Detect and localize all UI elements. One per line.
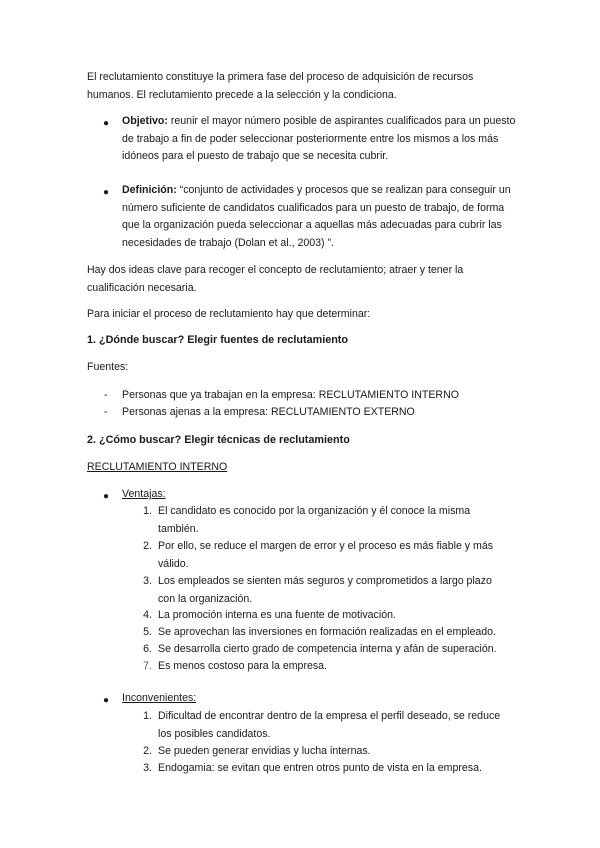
list-number: 6. [143, 643, 152, 655]
ventajas-label: Ventajas: [122, 488, 166, 500]
fuentes-label: Fuentes: [87, 361, 129, 373]
ventaja-item: Es menos costoso para la empresa. [158, 660, 327, 672]
ventaja-item: Los empleados se sienten más seguros y comprometidos a largo plazo con la organización. [158, 575, 492, 605]
definicion-item [122, 182, 518, 252]
list-number: 1. [143, 505, 152, 517]
bullet-dot: ● [103, 118, 110, 129]
heading-tecnicas: 2. ¿Cómo buscar? Elegir técnicas de reclutamiento [87, 434, 350, 446]
list-number: 3. [143, 762, 152, 774]
inconveniente-item: Dificultad de encontrar dentro de la empresa el perfil deseado, se reduce los posibles candidatos. [158, 710, 501, 740]
definicion-label: Definición: [122, 184, 177, 196]
determine-paragraph: Para iniciar el proceso de reclutamiento hay que determinar: [87, 308, 371, 320]
list-number: 7. [143, 660, 152, 672]
ventaja-item: Se aprovechan las inversiones en formación realizadas en el empleado. [158, 626, 497, 638]
objetivo-item [122, 113, 518, 166]
list-number: 2. [143, 745, 152, 757]
intro-paragraph: El reclutamiento constituye la primera fase del proceso de adquisición de recursos humanos. El reclutamiento precede a la selección y la condiciona. [87, 71, 474, 101]
dash-marker: - [104, 389, 108, 401]
inconveniente-item: Se pueden generar envidias y lucha internas. [158, 745, 371, 757]
bullet-dot: ● [103, 695, 110, 706]
list-number: 1. [143, 710, 152, 722]
inconvenientes-label: Inconvenientes: [122, 692, 197, 704]
ventaja-item: Se desarrolla cierto grado de competencia interna y afán de superación. [158, 643, 497, 655]
ventaja-item: El candidato es conocido por la organización y él conoce la misma también. [158, 505, 471, 535]
ventaja-item: Por ello, se reduce el margen de error y el proceso es más fiable y más válido. [158, 540, 494, 570]
list-number: 3. [143, 575, 152, 587]
bullet-dot: ● [103, 187, 110, 198]
objetivo-label: Objetivo: [122, 115, 168, 127]
fuente-interno: Personas que ya trabajan en la empresa: RECLUTAMIENTO INTERNO [122, 389, 459, 401]
objetivo-text: reunir el mayor número posible de aspirantes cualificados para un puesto de trabajo a fin de poder seleccionar posteriormente entre los mismos a los más idóneos para el puesto de trabajo que se necesita cubrir. [122, 115, 516, 162]
dash-marker: - [104, 406, 108, 418]
inconveniente-item: Endogamia: se evitan que entren otros punto de vista en la empresa. [158, 762, 482, 774]
list-number: 4. [143, 609, 152, 621]
fuente-externo: Personas ajenas a la empresa: RECLUTAMIENTO EXTERNO [122, 406, 415, 418]
heading-fuentes: 1. ¿Dónde buscar? Elegir fuentes de reclutamiento [87, 334, 348, 346]
list-number: 2. [143, 540, 152, 552]
section-title: RECLUTAMIENTO INTERNO [87, 461, 228, 473]
ventaja-item: La promoción interna es una fuente de motivación. [158, 609, 396, 621]
ideas-paragraph: Hay dos ideas clave para recoger el concepto de reclutamiento; atraer y tener la cualificación necesaria. [87, 264, 464, 294]
bullet-dot: ● [103, 491, 110, 502]
definicion-text: “conjunto de actividades y procesos que se realizan para conseguir un número suficiente de candidatos cualificados para un puesto de trabajo, de forma que la organización pueda seleccionar a aquellas más adecuadas para cubrir las necesidades de trabajo (Dolan et al., 2003) ”. [122, 184, 511, 249]
list-number: 5. [143, 626, 152, 638]
